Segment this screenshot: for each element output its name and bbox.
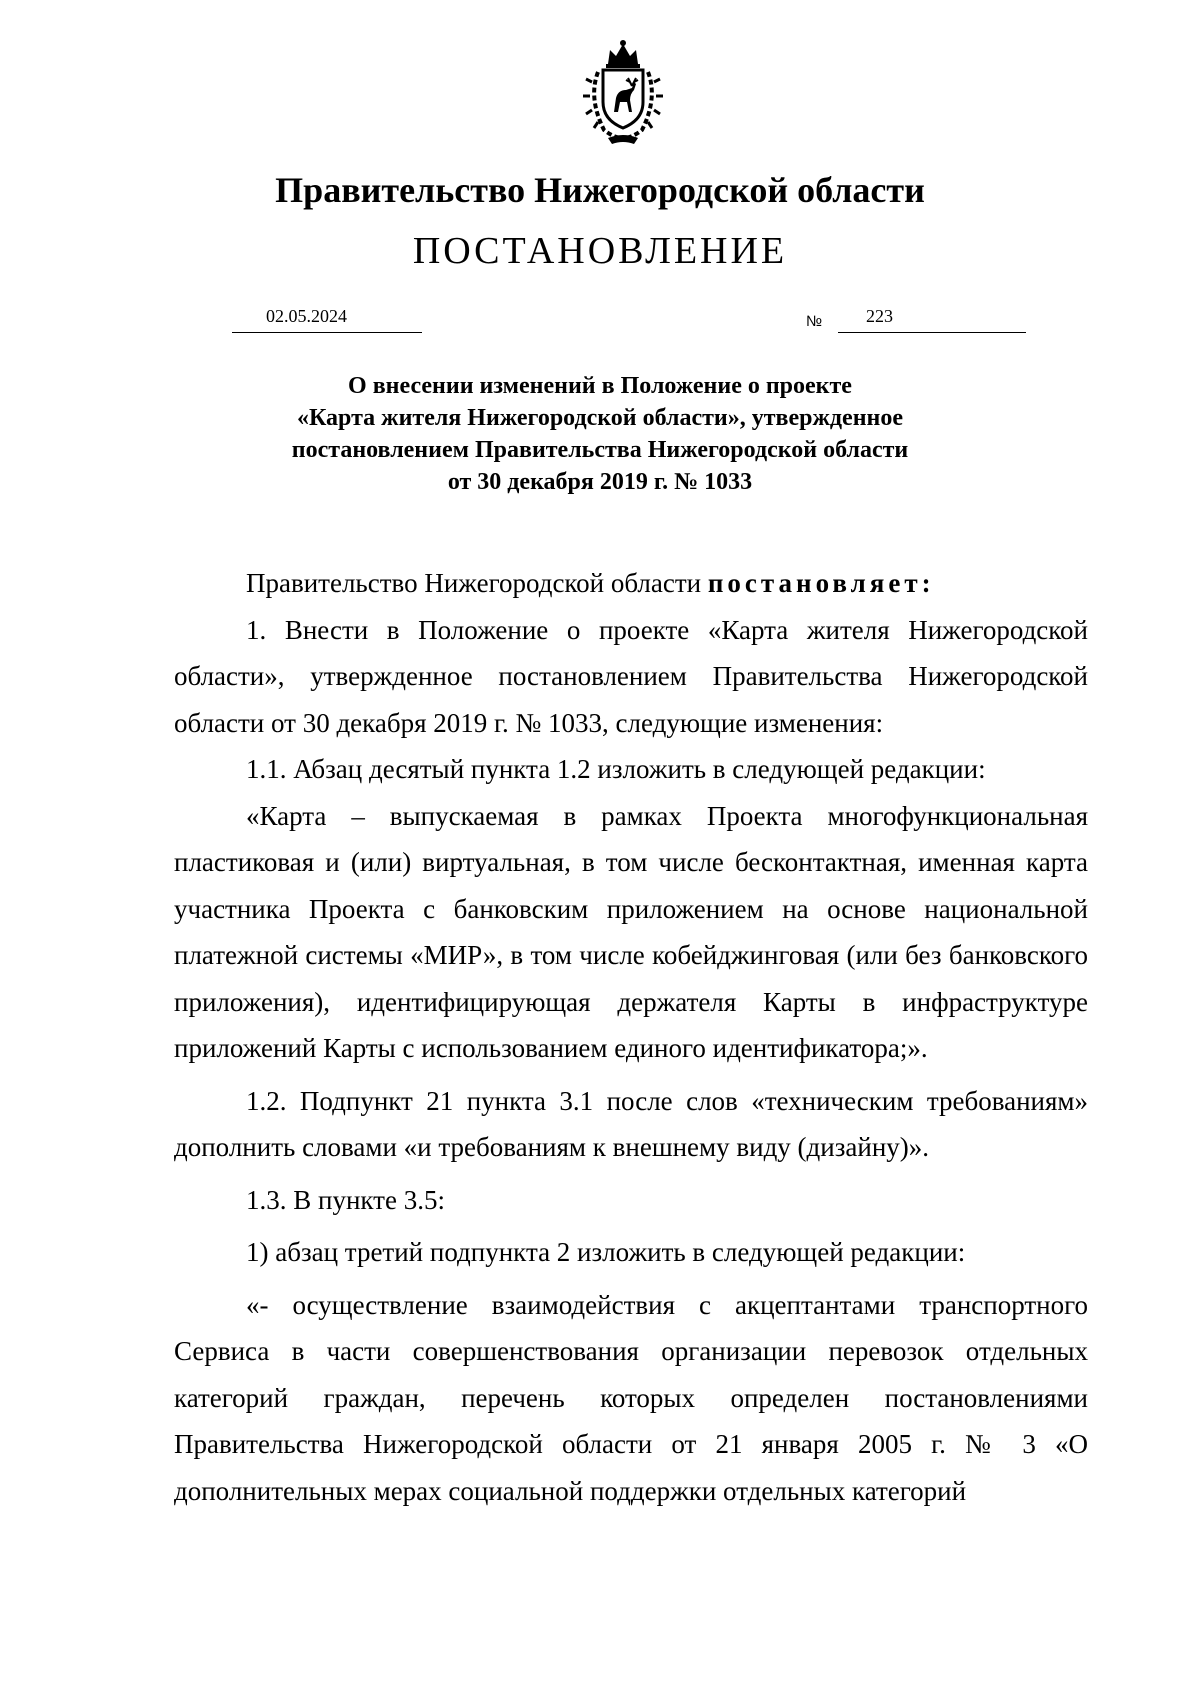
document-type: ПОСТАНОВЛЕНИЕ [412,230,788,272]
date-field [232,306,422,333]
document-body [174,560,1088,1514]
document-subject [0,370,1200,498]
preamble-verb: постановляет: [707,568,935,598]
subject-line: О внесении изменений в Положение о проекте [348,373,852,399]
subject-line: от 30 декабря 2019 г. № 1033 [447,469,753,495]
body-paragraph: 1.3. В пункте 3.5: [246,1184,445,1215]
preamble-text: Правительство Нижегородской области [246,568,708,598]
body-paragraph: 1.2. Подпункт 21 пункта 3.1 после слов «техническим требованиям» дополнить словами «и требованиям к внешнему виду (дизайну)». [174,1085,1088,1162]
number-field [838,306,1026,333]
body-paragraph: 1. Внести в Положение о проекте «Карта жителя Нижегородской области», утвержденное постановлением Правительства Нижегородской области от 30 декабря 2019 г. № 1033, следующие изменения: [174,614,1088,738]
subject-line: постановлением Правительства Нижегородской области [291,437,909,463]
subject-line: «Карта жителя Нижегородской области», утвержденное [296,405,904,431]
number-sign: № [806,313,823,330]
body-paragraph: 1.1. Абзац десятый пункта 1.2 изложить в следующей редакции: [246,754,986,784]
coat-of-arms-emblem [570,38,676,148]
preamble-paragraph [174,560,1088,607]
body-paragraph: «Карта – выпускаемая в рамках Проекта многофункциональная пластиковая и (или) виртуальная, в том числе бесконтактная, именная карта участника Проекта с банковским приложением на основе национальной платежной системы «МИР», в том числе кобейджинговая (или без банковского приложения), идентифицирующая держателя Карты в инфраструктуре приложений Карты с использованием единого идентификатора;». [174,800,1088,1063]
document-date: 02.05.2024 [266,306,347,326]
body-paragraph: 1) абзац третий подпункта 2 изложить в следующей редакции: [246,1237,966,1267]
government-title: Правительство Нижегородской области [275,170,925,210]
document-number: 223 [866,306,893,326]
body-paragraph: «- осуществление взаимодействия с акцептантами транспортного Сервиса в части совершенствования организации перевозок отдельных категорий граждан, перечень которых определен постановлениями Правительства Нижегородской области от 21 января 2005 г. № 3 «О дополнительных мерах социальной поддержки отдельных категорий [174,1289,1088,1506]
